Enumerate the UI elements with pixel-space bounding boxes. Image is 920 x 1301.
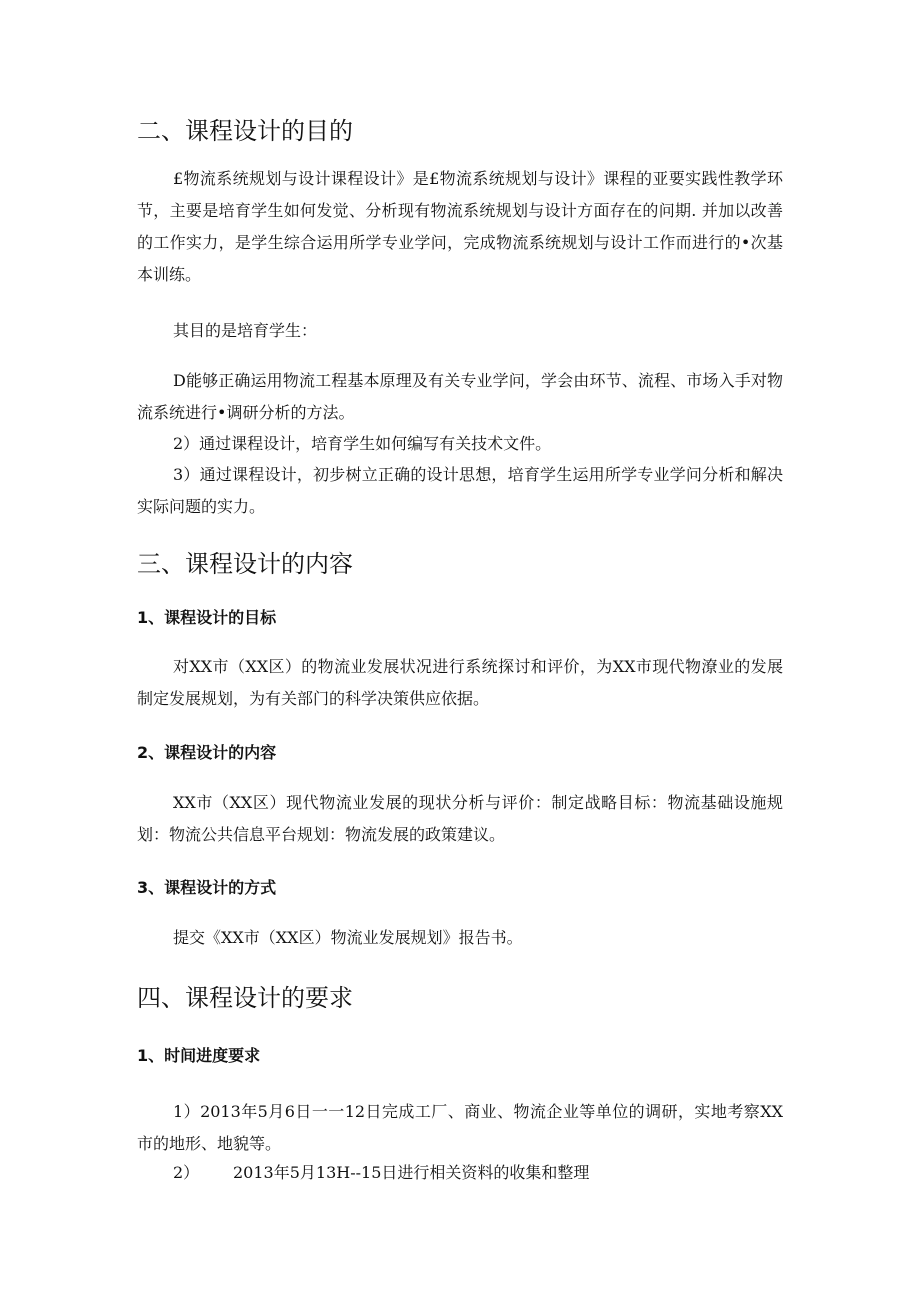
subheading-goal: 1、课程设计的目标 [137, 608, 277, 627]
subheading-method: 3、课程设计的方式 [137, 878, 277, 897]
list-item-schedule-2 [173, 1162, 589, 1184]
paragraph-purpose-intro: £物流系统规划与设计课程设计》是£物流系统规划与设计》课程的亚要实践性教学环节，主要是培育学生如何发觉、分析现有物流系统规划与设计方面存在的问期. 并加以改善的工作实力，是学生综合运用所学专业学问，完成物流系统规划与设计工作而进行的•次基本训练。 [137, 169, 783, 284]
section-heading-requirements: 四、课程设计的要求 [137, 984, 353, 1012]
list-item-aim-2: 2）通过课程设计，培育学生如何编写有关技术文件。 [173, 434, 552, 453]
list-item-aim-1: D能够正确运用物流工程基本原理及有关专业学问，学会由环节、流程、市场入手对物流系统进行•调研分析的方法。 [137, 371, 783, 422]
section-heading-purpose: 二、课程设计的目的 [137, 117, 353, 145]
paragraph-method: 提交《XX市（XX区）物流业发展规划》报告书。 [173, 928, 523, 947]
subheading-content: 2、课程设计的内容 [137, 743, 277, 762]
list-item-schedule-1: 1）2013年5月6日一一12日完成工厂、商业、物流企业等单位的调研，实地考察XX市的地形、地貌等。 [137, 1102, 783, 1153]
subheading-schedule: 1、时间进度要求 [137, 1046, 261, 1065]
section-heading-content: 三、课程设计的内容 [137, 550, 353, 578]
list-item-number: 2） [173, 1163, 200, 1182]
paragraph-goal: 对XX市（XX区）的物流业发展状况进行系统探讨和评价，为XX市现代物潦业的发展制定发展规划，为有关部门的科学决策供应依据。 [137, 657, 783, 708]
paragraph-content: XX市（XX区）现代物流业发展的现状分析与评价：制定战略目标：物流基础设施规划：物流公共信息平台规划：物流发展的政策建议。 [137, 793, 783, 844]
list-item-text: 2013年5月13H--15日进行相关资料的收集和整理 [233, 1163, 590, 1182]
list-item-aim-3: 3）通过课程设计，初步树立正确的设计思想，培育学生运用所学专业学问分析和解决实际问题的实力。 [137, 465, 783, 516]
paragraph-aims-lead: 其目的是培育学生： [173, 321, 318, 340]
